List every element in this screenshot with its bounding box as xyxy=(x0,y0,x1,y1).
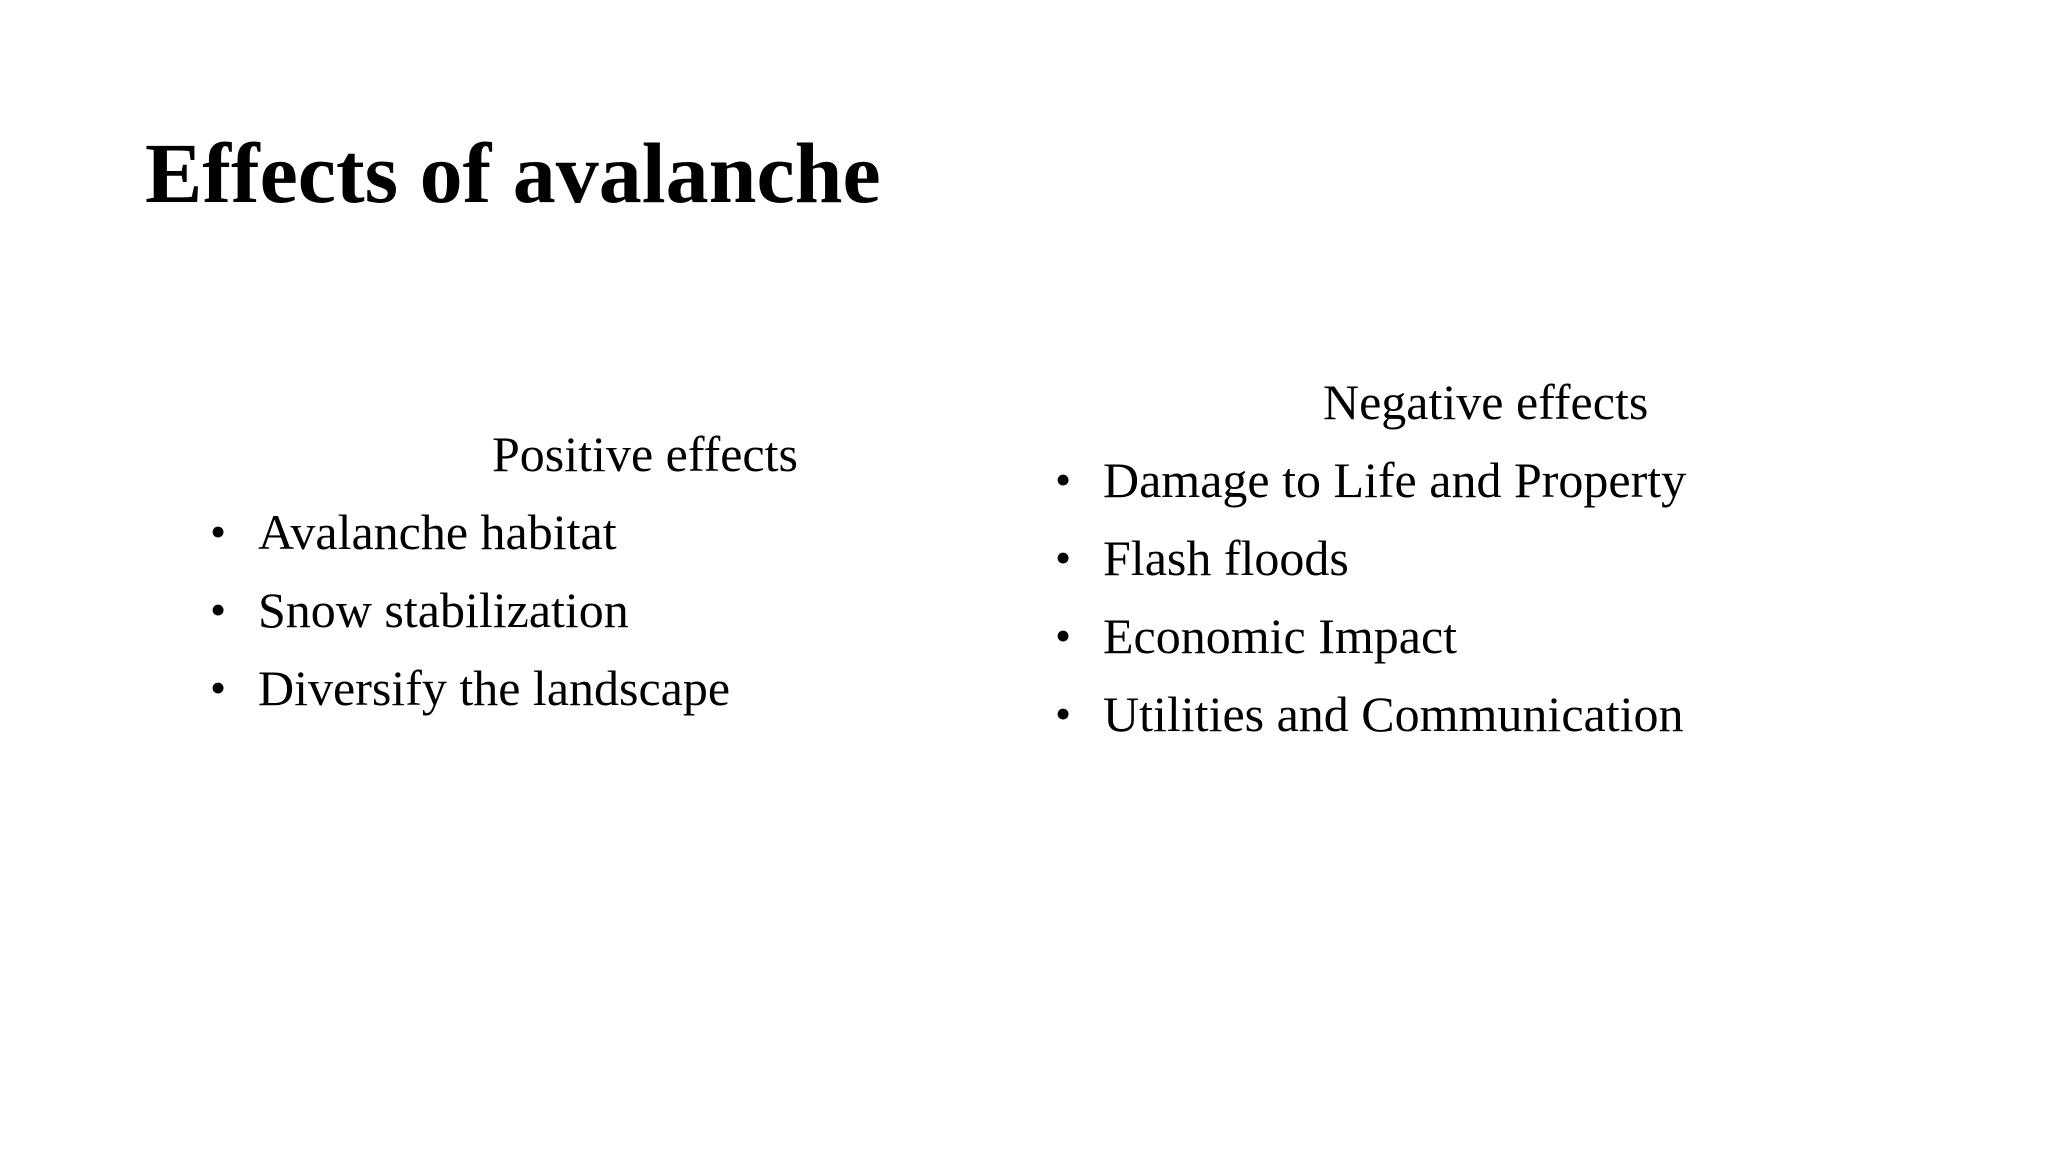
list-item-text: Economic Impact xyxy=(1103,608,1458,664)
bullet-icon: • xyxy=(1055,610,1072,661)
positive-effects-list xyxy=(210,493,910,727)
list-item xyxy=(1055,519,1815,597)
bullet-icon: • xyxy=(1055,688,1072,739)
list-item-text: Avalanche habitat xyxy=(258,504,617,560)
list-item xyxy=(1055,441,1815,519)
bullet-icon: • xyxy=(1055,532,1072,583)
list-item-text: Flash floods xyxy=(1103,530,1349,586)
list-item xyxy=(210,571,910,649)
list-item xyxy=(1055,675,1815,753)
bullet-icon: • xyxy=(210,584,227,635)
list-item-text: Snow stabilization xyxy=(258,582,629,638)
list-item xyxy=(210,493,910,571)
list-item-text: Damage to Life and Property xyxy=(1103,452,1687,508)
bullet-icon: • xyxy=(210,506,227,557)
positive-effects-heading: Positive effects xyxy=(492,426,798,482)
list-item xyxy=(1055,597,1815,675)
bullet-icon: • xyxy=(1055,454,1072,505)
list-item-text: Utilities and Communication xyxy=(1103,686,1684,742)
negative-effects-heading: Negative effects xyxy=(1323,374,1649,430)
positive-effects-column xyxy=(210,415,910,727)
negative-effects-column xyxy=(1055,363,1815,753)
list-item xyxy=(210,649,910,727)
bullet-icon: • xyxy=(210,662,227,713)
negative-effects-list xyxy=(1055,441,1815,753)
slide-title: Effects of avalanche xyxy=(145,125,881,221)
list-item-text: Diversify the landscape xyxy=(258,660,731,716)
